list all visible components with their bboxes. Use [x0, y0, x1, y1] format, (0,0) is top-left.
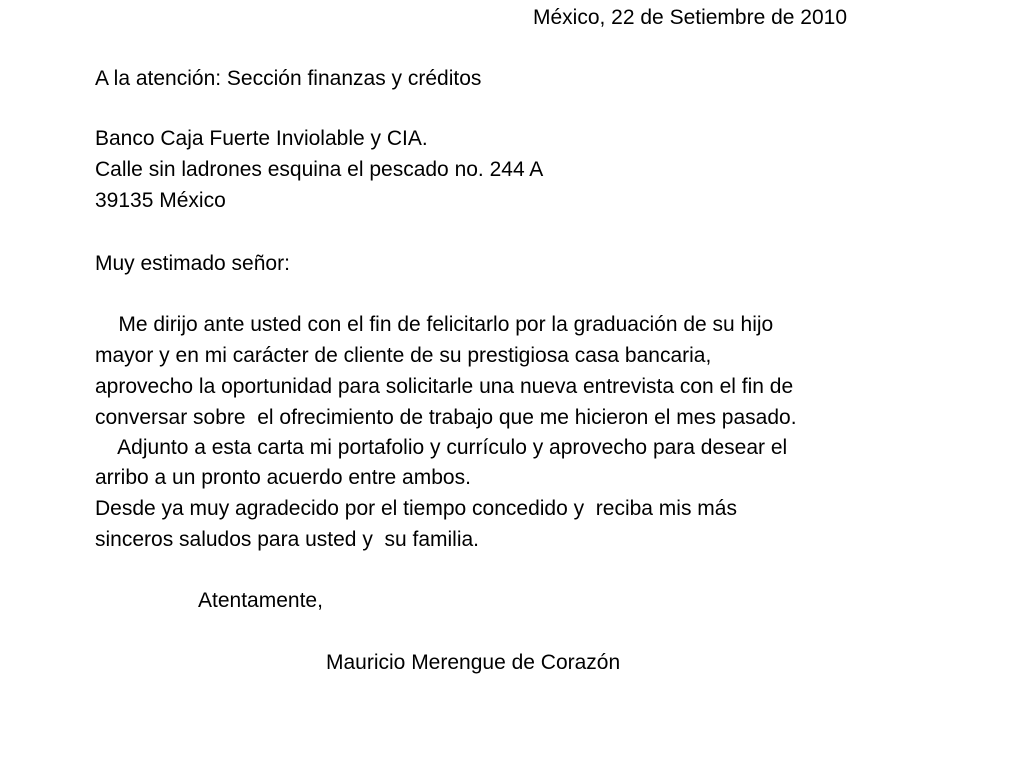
body-line: sinceros saludos para usted y su familia. — [95, 528, 480, 551]
body-line: Me dirijo ante usted con el fin de felicitarlo por la graduación de su hijo — [95, 313, 774, 336]
body-line: mayor y en mi carácter de cliente de su prestigiosa casa bancaria, — [95, 344, 712, 367]
signature-name: Mauricio Merengue de Corazón — [326, 651, 621, 674]
body-line: Desde ya muy agradecido por el tiempo concedido y reciba mis más — [95, 497, 737, 520]
body-line: arribo a un pronto acuerdo entre ambos. — [95, 466, 471, 489]
body-line: aprovecho la oportunidad para solicitarle una nueva entrevista con el fin de — [95, 375, 794, 398]
recipient-city: 39135 México — [95, 189, 226, 212]
body-line: conversar sobre el ofrecimiento de trabajo que me hicieron el mes pasado. — [95, 406, 797, 429]
salutation: Muy estimado señor: — [95, 252, 290, 275]
letter-date: México, 22 de Setiembre de 2010 — [533, 6, 848, 29]
body-line: Adjunto a esta carta mi portafolio y currículo y aprovecho para desear el — [95, 436, 788, 459]
attention-line: A la atención: Sección finanzas y créditos — [95, 67, 482, 90]
closing: Atentamente, — [198, 589, 323, 612]
recipient-street: Calle sin ladrones esquina el pescado no. 244 A — [95, 158, 544, 181]
recipient-name: Banco Caja Fuerte Inviolable y CIA. — [95, 127, 428, 150]
